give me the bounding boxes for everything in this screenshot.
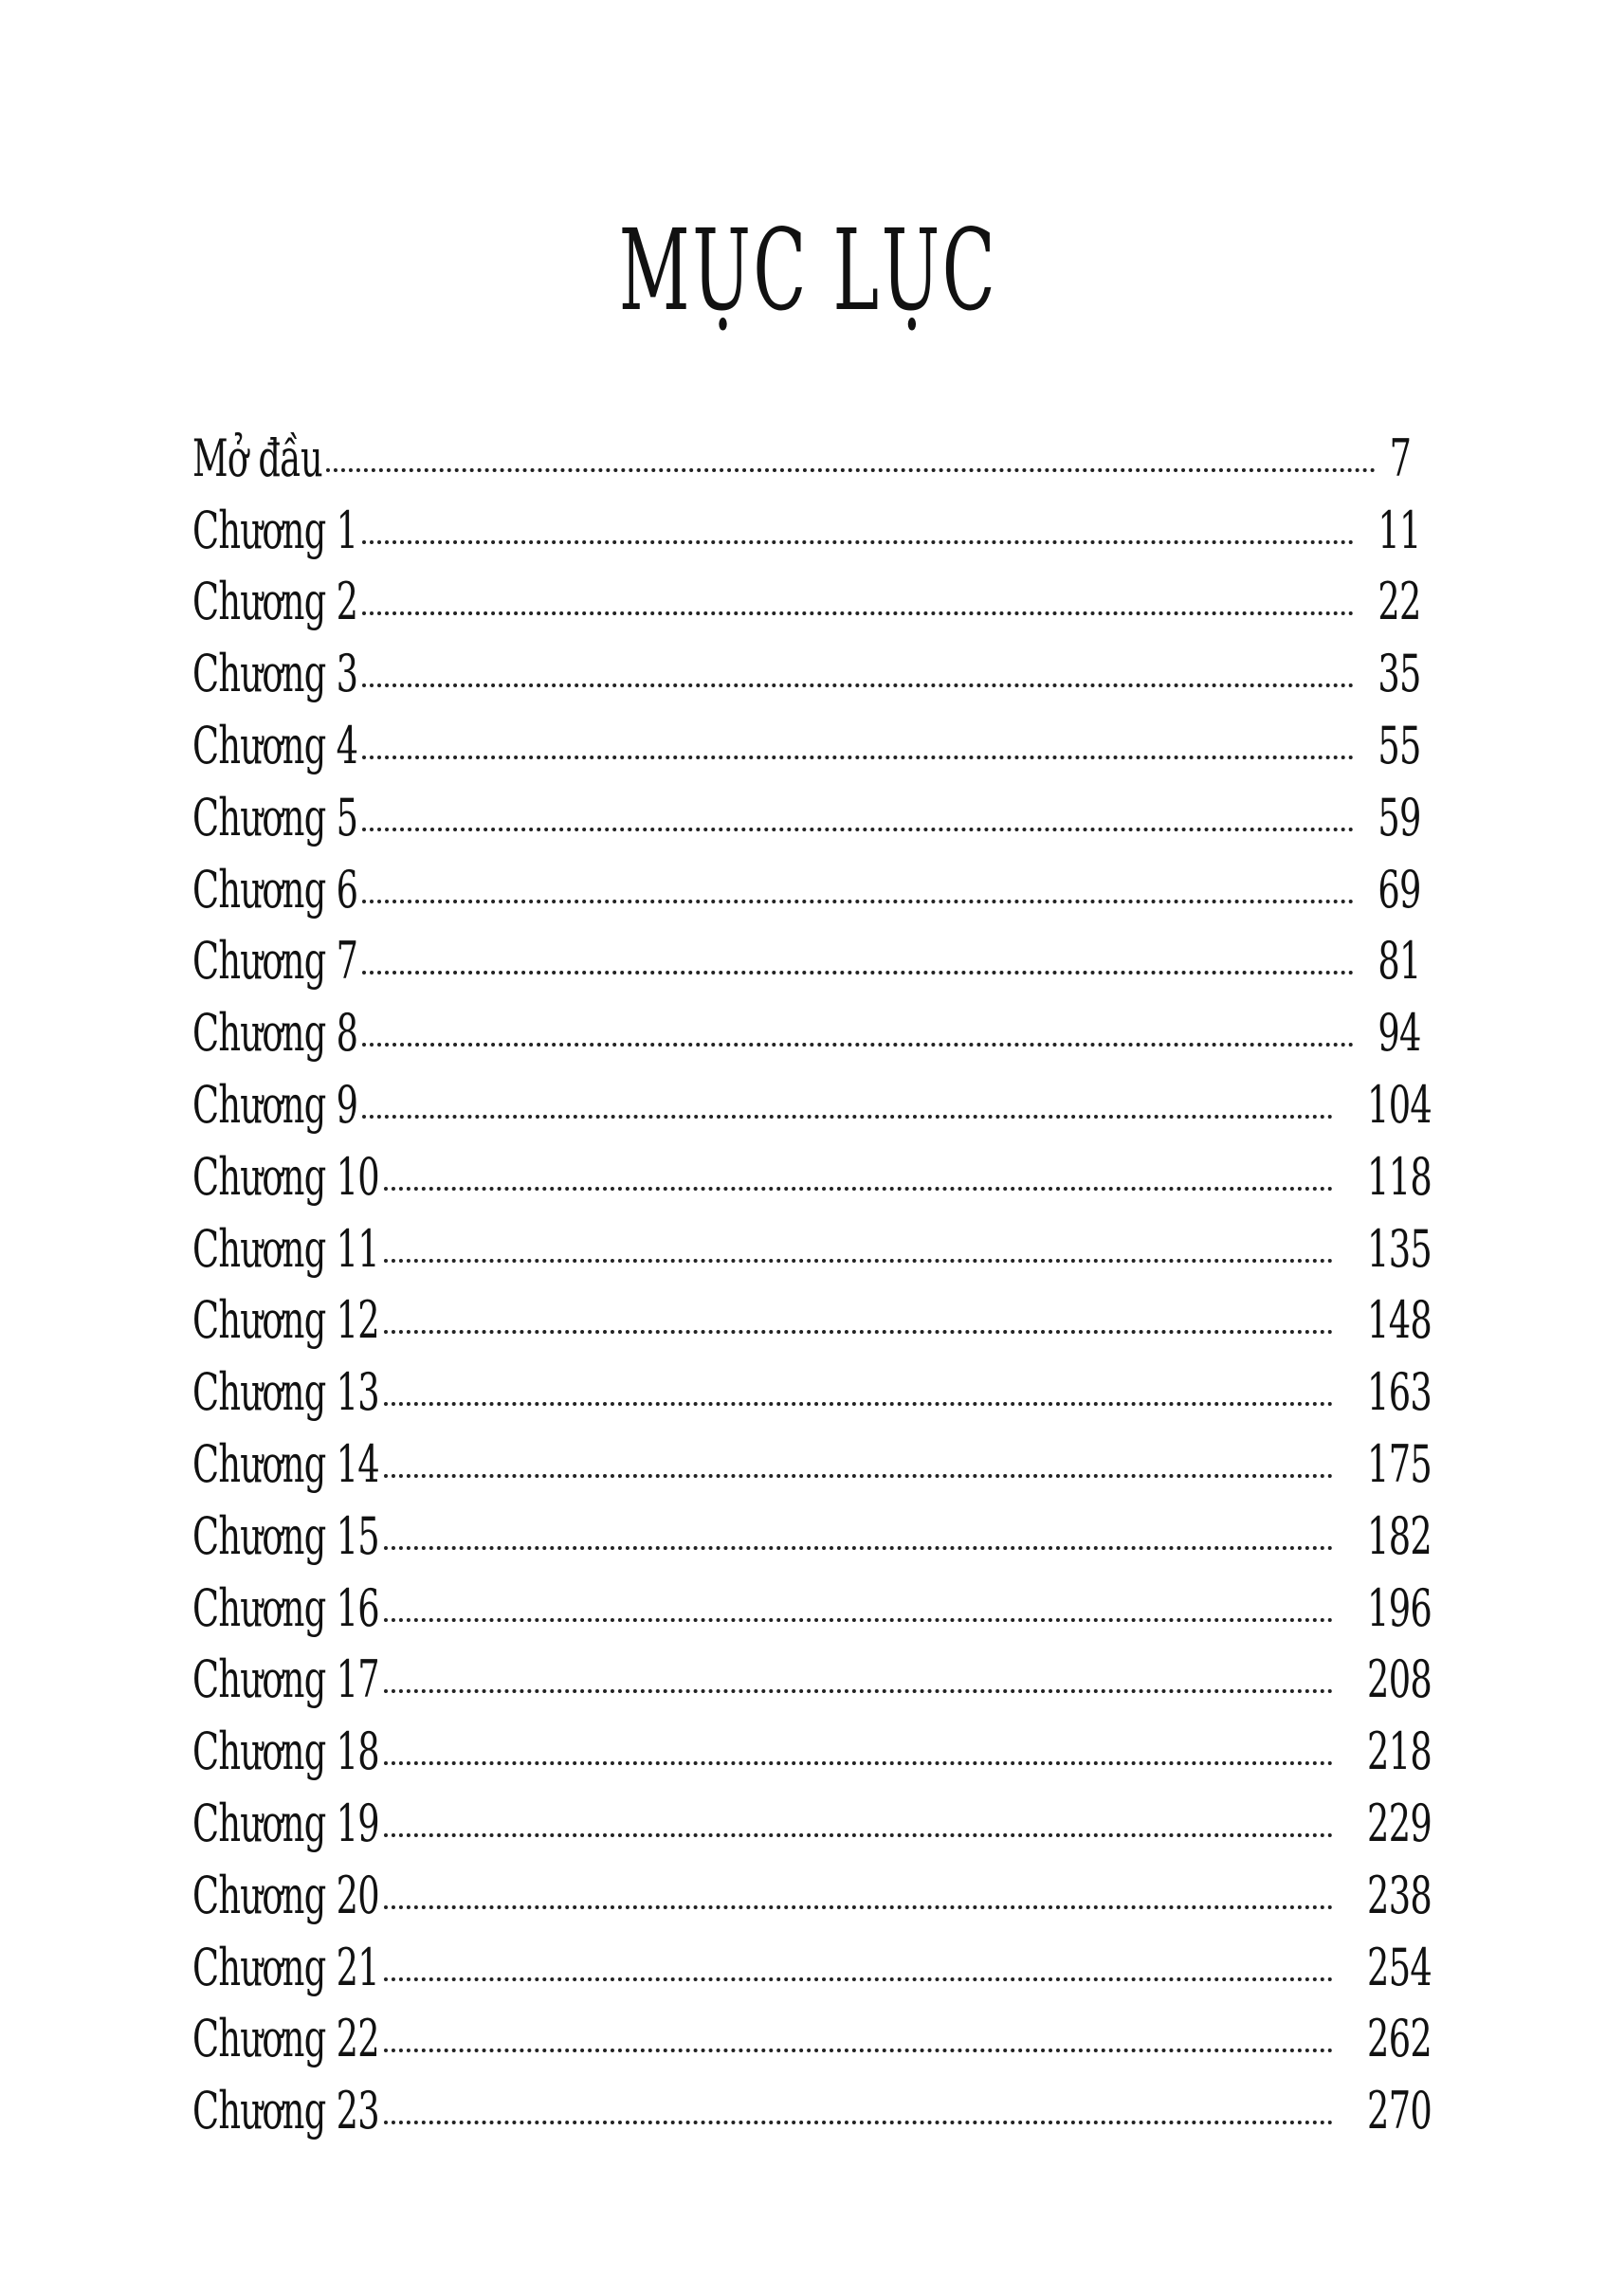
toc-entry-label-wrap (192, 1364, 380, 1421)
toc-entry[interactable] (192, 712, 1421, 784)
dot-leader (362, 971, 1354, 974)
toc-entry[interactable] (192, 1718, 1432, 1790)
toc-entry-label-wrap (192, 787, 358, 847)
toc-entry-label: Chương 17 (192, 1649, 379, 1710)
toc-entry-label: Chương 10 (192, 1146, 379, 1207)
toc-entry-label-wrap (192, 1074, 358, 1135)
dot-leader (362, 900, 1354, 903)
toc-entry-page-wrap (1337, 1649, 1432, 1710)
toc-entry[interactable] (192, 1575, 1432, 1647)
toc-entry-label: Chương 8 (192, 1003, 358, 1064)
toc-entry-page-wrap (1337, 1505, 1432, 1566)
dot-leader (384, 1689, 1333, 1693)
toc-entry-page-wrap (1337, 1433, 1432, 1494)
toc-entry[interactable] (192, 1934, 1432, 2006)
toc-entry-page-wrap (1337, 1146, 1432, 1207)
dot-leader (384, 1402, 1333, 1406)
toc-entry-label: Chương 9 (192, 1074, 358, 1135)
toc-entry-label-wrap (192, 1505, 380, 1566)
page-title: MỤC LỤC (618, 205, 998, 336)
toc-entry-page-number: 104 (1367, 1074, 1432, 1135)
toc-entry[interactable] (192, 1215, 1432, 1287)
dot-leader (362, 1043, 1354, 1047)
toc-entry-page-wrap (1337, 1793, 1432, 1853)
toc-entry-page-wrap (1337, 1074, 1432, 1135)
toc-entry-page-number: 81 (1378, 931, 1421, 992)
toc-entry-label-wrap (192, 1433, 380, 1494)
toc-entry[interactable] (192, 1358, 1432, 1430)
toc-entry-label: Chương 23 (192, 2081, 379, 2141)
toc-entry-label: Chương 1 (192, 500, 358, 560)
toc-entry-label: Chương 11 (192, 1218, 379, 1279)
toc-entry-page-number: 182 (1367, 1505, 1432, 1566)
toc-entry-label-wrap (192, 646, 358, 702)
toc-entry-page-number: 135 (1367, 1218, 1432, 1279)
toc-entry-page-wrap (1337, 1721, 1432, 1782)
toc-entry-label-wrap (192, 1292, 380, 1349)
toc-entry-label-wrap (192, 2083, 380, 2140)
toc-entry-page-number: 11 (1378, 500, 1421, 560)
toc-entry-page-number: 59 (1378, 787, 1421, 847)
toc-entry-page-number: 7 (1389, 428, 1412, 488)
dot-leader (362, 828, 1354, 831)
dot-leader (384, 1761, 1333, 1765)
toc-entry-page-number: 270 (1367, 2081, 1432, 2141)
dot-leader (384, 1259, 1333, 1263)
toc-entry-label: Chương 18 (192, 1721, 379, 1782)
toc-entry-label-wrap (192, 715, 358, 775)
toc-entry-page-number: 229 (1367, 1793, 1432, 1853)
toc-entry-label: Chương 6 (192, 859, 358, 920)
toc-entry[interactable] (192, 999, 1421, 1071)
toc-entry-label-wrap (192, 933, 358, 990)
toc-entry[interactable] (192, 497, 1421, 569)
toc-entry-page-number: 208 (1367, 1649, 1432, 1710)
toc-entry-label: Chương 2 (192, 572, 358, 632)
toc-entry-label-wrap (192, 1651, 380, 1708)
table-of-contents (192, 425, 1432, 2149)
toc-entry-label: Chương 15 (192, 1505, 379, 1566)
dot-leader (384, 1618, 1333, 1622)
toc-entry-label: Chương 22 (192, 2009, 379, 2069)
dot-leader (362, 756, 1354, 759)
toc-entry-label: Chương 13 (192, 1362, 379, 1423)
toc-entry-page-wrap (1358, 931, 1421, 992)
dot-leader (362, 611, 1354, 615)
toc-entry-label-wrap (192, 2011, 380, 2067)
toc-entry-page-wrap (1358, 572, 1421, 632)
toc-entry-label-wrap (192, 1577, 380, 1638)
toc-entry-page-number: 196 (1367, 1577, 1432, 1638)
toc-entry-label: Chương 7 (192, 931, 358, 992)
toc-entry-page-number: 218 (1367, 1721, 1432, 1782)
dot-leader (384, 1474, 1333, 1478)
toc-entry-page-wrap (1337, 1362, 1432, 1423)
toc-entry[interactable] (192, 1143, 1432, 1215)
dot-leader (384, 2049, 1333, 2052)
dot-leader (362, 1115, 1333, 1119)
toc-entry-page-number: 148 (1367, 1290, 1432, 1351)
toc-entry[interactable] (192, 569, 1421, 641)
toc-entry-label-wrap (192, 1723, 380, 1780)
toc-entry-label-wrap (192, 574, 358, 630)
toc-entry-page-wrap (1358, 1003, 1421, 1064)
toc-entry-label: Mở đầu (192, 428, 322, 488)
toc-entry[interactable] (192, 928, 1421, 1000)
toc-entry-page-wrap (1337, 2081, 1432, 2141)
toc-entry-label-wrap (192, 1867, 380, 1924)
toc-entry-page-wrap (1358, 644, 1421, 704)
dot-leader (384, 1833, 1333, 1837)
toc-entry-label-wrap (192, 1218, 380, 1279)
toc-entry-page-wrap (1337, 1937, 1432, 1997)
toc-entry-page-number: 262 (1367, 2009, 1432, 2069)
toc-entry-label: Chương 4 (192, 715, 358, 775)
toc-entry[interactable] (192, 1071, 1432, 1143)
toc-entry-label-wrap (192, 1146, 380, 1207)
toc-entry-page-number: 94 (1378, 1003, 1421, 1064)
toc-entry-page-wrap (1379, 428, 1412, 488)
toc-entry-label: Chương 20 (192, 1865, 379, 1925)
dot-leader (326, 468, 1376, 472)
toc-entry-page-number: 238 (1367, 1865, 1432, 1925)
toc-entry-label: Chương 12 (192, 1290, 379, 1351)
dot-leader (362, 683, 1354, 687)
dot-leader (384, 1330, 1333, 1334)
toc-entry[interactable] (192, 784, 1421, 856)
toc-entry-page-wrap (1358, 787, 1421, 847)
toc-entry-page-number: 175 (1367, 1433, 1432, 1494)
toc-entry-label-wrap (192, 502, 358, 559)
toc-entry-label: Chương 21 (192, 1937, 379, 1997)
toc-entry[interactable] (192, 640, 1421, 712)
toc-entry-page-wrap (1337, 1290, 1432, 1351)
toc-entry-page-number: 22 (1378, 572, 1421, 632)
toc-entry-label: Chương 3 (192, 644, 358, 704)
dot-leader (384, 2121, 1333, 2124)
dot-leader (384, 1905, 1333, 1909)
dot-leader (384, 1546, 1333, 1550)
toc-entry-page-number: 55 (1378, 715, 1421, 775)
toc-entry-page-number: 254 (1367, 1937, 1432, 1997)
dot-leader (384, 1977, 1333, 1981)
toc-entry-page-wrap (1337, 1577, 1432, 1638)
toc-entry-label: Chương 5 (192, 787, 358, 847)
toc-entry-label-wrap (192, 859, 358, 920)
dot-leader (362, 540, 1354, 544)
toc-entry[interactable] (192, 1503, 1432, 1575)
toc-entry-page-number: 118 (1367, 1146, 1432, 1207)
toc-entry-page-wrap (1358, 500, 1421, 560)
toc-entry[interactable] (192, 2077, 1432, 2149)
toc-entry[interactable] (192, 2006, 1432, 2078)
toc-entry[interactable] (192, 1430, 1432, 1503)
toc-entry-label: Chương 16 (192, 1577, 379, 1638)
toc-entry-page-wrap (1358, 715, 1421, 775)
toc-entry-label-wrap (192, 430, 322, 487)
dot-leader (384, 1187, 1333, 1191)
toc-entry-label: Chương 14 (192, 1433, 379, 1494)
toc-entry[interactable] (192, 425, 1412, 497)
toc-entry-label: Chương 19 (192, 1793, 379, 1853)
toc-entry-page-wrap (1337, 1865, 1432, 1925)
toc-entry-label-wrap (192, 1937, 380, 1997)
toc-entry-page-wrap (1358, 859, 1421, 920)
toc-entry-page-wrap (1337, 2009, 1432, 2069)
toc-entry-page-number: 35 (1378, 644, 1421, 704)
toc-entry[interactable] (192, 1287, 1432, 1359)
toc-entry[interactable] (192, 856, 1421, 928)
toc-entry-label-wrap (192, 1005, 358, 1062)
toc-entry[interactable] (192, 1862, 1432, 1934)
toc-entry-page-number: 69 (1378, 859, 1421, 920)
toc-entry[interactable] (192, 1790, 1432, 1862)
toc-entry-page-number: 163 (1367, 1362, 1432, 1423)
toc-entry[interactable] (192, 1647, 1432, 1719)
toc-entry-page-wrap (1337, 1218, 1432, 1279)
toc-entry-label-wrap (192, 1795, 380, 1852)
